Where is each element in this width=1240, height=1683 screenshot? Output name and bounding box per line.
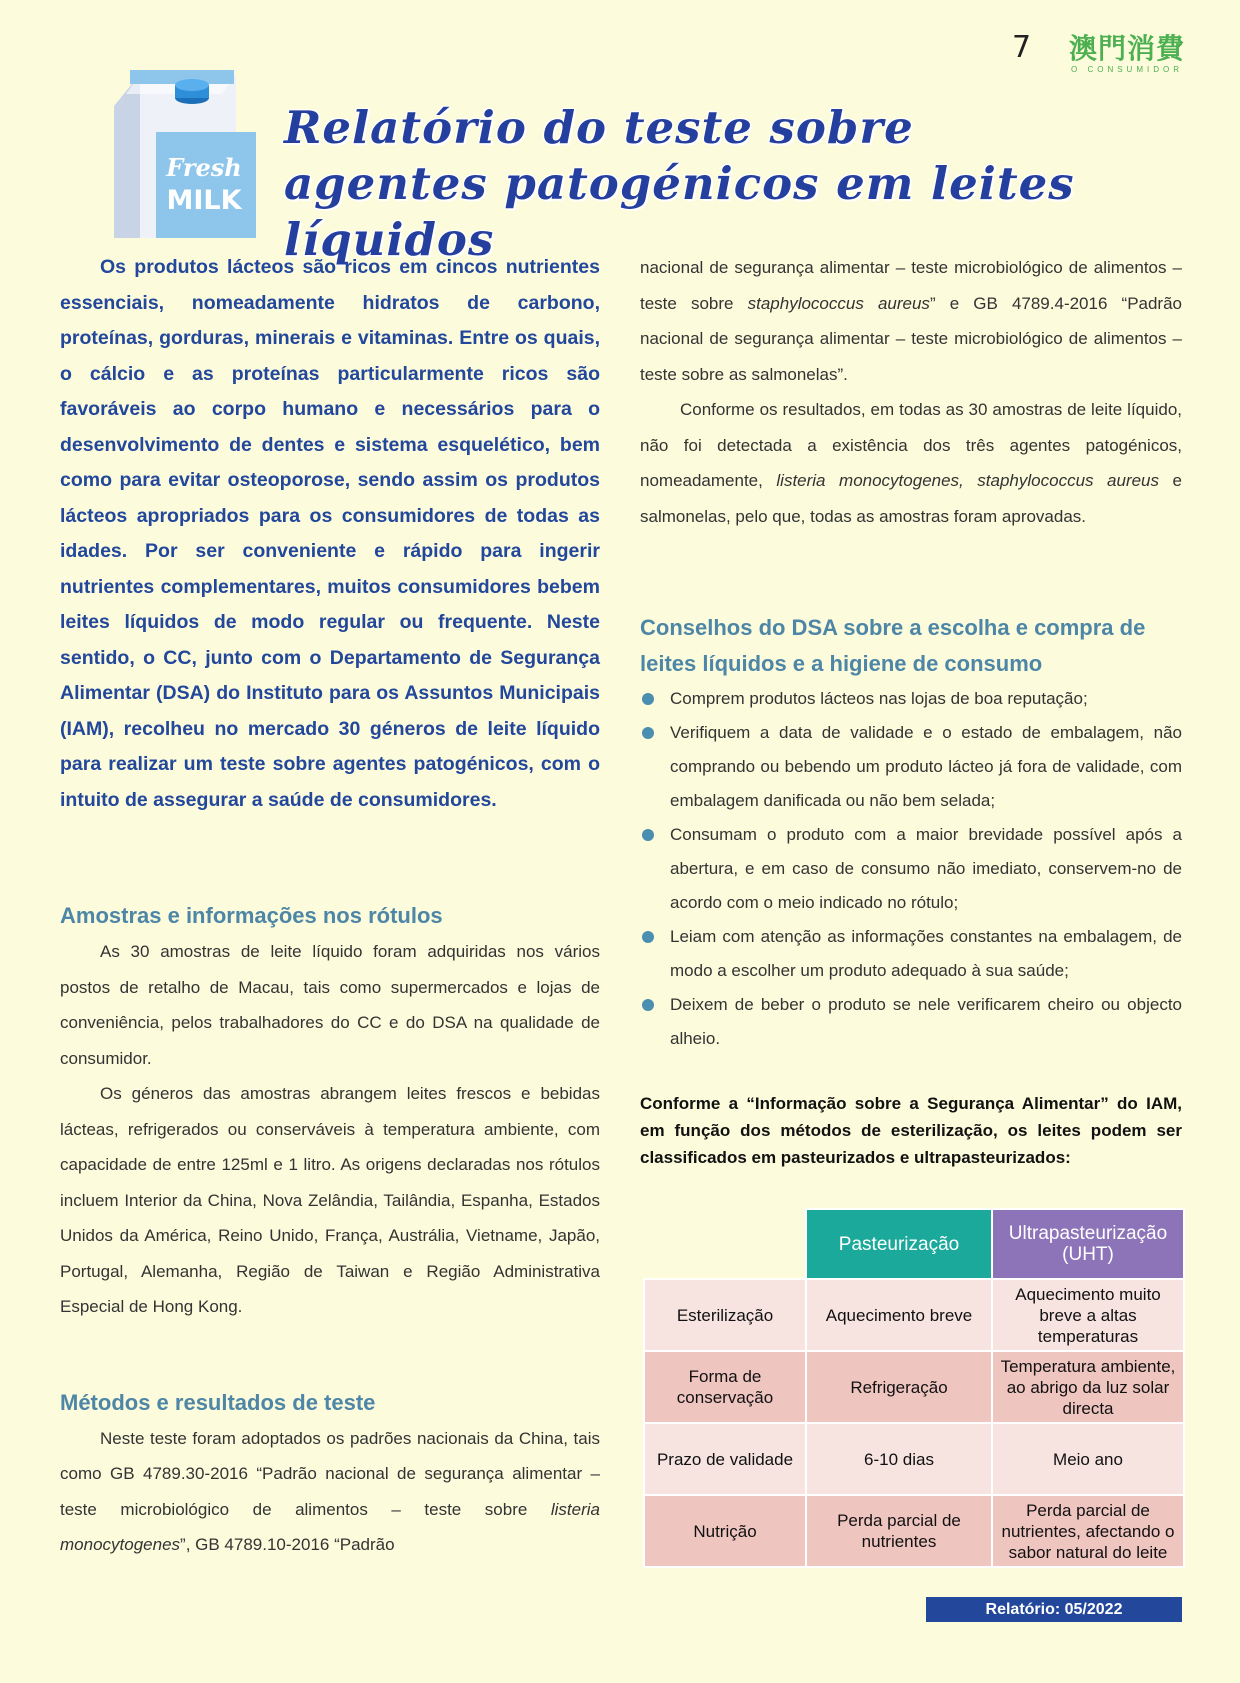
cell-past-sterilization: Aquecimento breve <box>806 1279 992 1351</box>
table-corner <box>644 1209 806 1279</box>
bullet-icon <box>642 931 654 943</box>
advice-item: Verifiquem a data de validade e o estado de embalagem, não comprando ou bebendo um produto lácteo já fora de validade, com embalagem danificada ou não bem selada; <box>640 716 1182 818</box>
left-column <box>60 250 600 1563</box>
header-pasteurization: Pasteurização <box>806 1209 992 1279</box>
bullet-icon <box>642 829 654 841</box>
table-intro: Conforme a “Informação sobre a Segurança Alimentar” do IAM, em função dos métodos de esterilização, os leites podem ser classificados em pasteurizados e ultrapasteurizados: <box>640 1094 1182 1167</box>
page-title: Relatório do teste sobre agentes patogénicos em leites líquidos <box>284 101 1075 266</box>
table-row <box>644 1495 1184 1567</box>
bullet-icon <box>642 999 654 1011</box>
results-paragraph: Conforme os resultados, em todas as 30 amostras de leite líquido, não foi detectada a existência dos três agentes patogénicos, nomeadamente, listeria monocytogenes, staphylococcus aureus e salmonelas, pelo que, todas as amostras foram aprovadas. <box>640 400 1183 526</box>
advice-item: Consumam o produto com a maior brevidade possível após a abertura, e em caso de consumo não imediato, conservem-no de acordo com o meio indicado no rótulo; <box>640 818 1182 920</box>
row-label-conservation: Forma de conservação <box>644 1351 806 1423</box>
table-row <box>644 1351 1184 1423</box>
intro-paragraph: Os produtos lácteos são ricos em cincos nutrientes essenciais, nomeadamente hidratos de carbono, proteínas, gorduras, minerais e vitaminas. Entre os quais, o cálcio e as proteínas particularmente ricos são favoráveis ao corpo humano e necessários para o desenvolvimento de dentes e sistema esquelético, bem como para evitar osteoporose, sendo assim os produtos lácteos apropriados para os consumidores de todas as idades. Por ser conveniente e rápido para ingerir nutrientes complementares, muitos consumidores bebem leites líquidos de modo regular ou frequente. Neste sentido, o CC, junto com o Departamento de Segurança Alimentar (DSA) do Instituto para os Assuntos Municipais (IAM), recolheu no mercado 30 géneros de leite líquido para realizar um teste sobre agentes patogénicos, com o intuito de assegurar a saúde de consumidores. <box>60 256 600 811</box>
samples-heading: Amostras e informações nos rótulos <box>60 903 443 928</box>
cell-past-conservation: Refrigeração <box>806 1351 992 1423</box>
advice-item: Leiam com atenção as informações constantes na embalagem, de modo a escolher um produto adequado à sua saúde; <box>640 920 1182 988</box>
advice-list <box>640 682 1182 1056</box>
staphylococcus-term: staphylococcus aureus <box>747 293 930 313</box>
right-column <box>640 250 1182 1171</box>
cell-past-nutrition: Perda parcial de nutrientes <box>806 1495 992 1567</box>
cell-uht-nutrition: Perda parcial de nutrientes, afectando o sabor natural do leite <box>992 1495 1184 1567</box>
cell-uht-validity: Meio ano <box>992 1423 1184 1495</box>
advice-item: Comprem produtos lácteos nas lojas de boa reputação; <box>640 682 1182 716</box>
header-uht: Ultrapasteurização (UHT) <box>992 1209 1184 1279</box>
bullet-icon <box>642 693 654 705</box>
milk-comparison-table <box>643 1208 1185 1568</box>
methods-paragraph-1-start: Neste teste foram adoptados os padrões nacionais da China, tais como GB 4789.30-2016 “Padrão nacional de segurança alimentar – teste microbiológico de alimentos – teste sobre listeria monocytogenes”, GB 4789.10-2016 “Padrão <box>60 1428 600 1554</box>
page-number: 7 <box>1012 30 1032 65</box>
row-label-nutrition: Nutrição <box>644 1495 806 1567</box>
milk-fresh-text: Fresh <box>166 153 242 182</box>
table-row <box>644 1279 1184 1351</box>
cell-uht-conservation: Temperatura ambiente, ao abrigo da luz solar directa <box>992 1351 1184 1423</box>
row-label-validity: Prazo de validade <box>644 1423 806 1495</box>
advice-item: Deixem de beber o produto se nele verificarem cheiro ou objecto alheio. <box>640 988 1182 1056</box>
samples-paragraph-2: Os géneros das amostras abrangem leites frescos e bebidas lácteas, refrigerados ou conserváveis à temperatura ambiente, com capacidade de entre 125ml e 1 litro. As origens declaradas nos rótulos incluem Interior da China, Nova Zelândia, Tailândia, Espanha, Estados Unidos da América, Reino Unido, França, Austrália, Vietname, Japão, Portugal, Alemanha, Região de Taiwan e Região Administrativa Especial de Hong Kong. <box>60 1084 600 1316</box>
methods-paragraph-1-end: nacional de segurança alimentar – teste microbiológico de alimentos – teste sobre staphylococcus aureus” e GB 4789.4-2016 “Padrão nacional de segurança alimentar – teste microbiológico de alimentos – teste sobre as salmonelas”. <box>640 258 1183 384</box>
cell-uht-sterilization: Aquecimento muito breve a altas temperaturas <box>992 1279 1184 1351</box>
advice-heading: Conselhos do DSA sobre a escolha e compra de leites líquidos e a higiene de consumo <box>640 615 1146 676</box>
listeria-term: listeria monocytogenes <box>60 1499 600 1554</box>
milk-carton-icon <box>112 70 260 238</box>
cell-past-validity: 6-10 dias <box>806 1423 992 1495</box>
table-row <box>644 1423 1184 1495</box>
brand-logo <box>1068 34 1186 74</box>
samples-paragraph-1: As 30 amostras de leite líquido foram adquiridas nos vários postos de retalho de Macau, tais como supermercados e lojas de conveniência, pelos trabalhadores do CC e do DSA na qualidade de consumidor. <box>60 942 600 1068</box>
brand-portuguese: O CONSUMIDOR <box>1071 65 1183 74</box>
milk-milk-text: MILK <box>166 185 242 216</box>
report-tag: Relatório: 05/2022 <box>926 1597 1182 1622</box>
methods-heading: Métodos e resultados de teste <box>60 1389 376 1415</box>
pathogens-terms: listeria monocytogenes, staphylococcus aureus <box>776 471 1160 490</box>
brand-chinese: 澳門消費 <box>1068 32 1185 65</box>
row-label-sterilization: Esterilização <box>644 1279 806 1351</box>
bullet-icon <box>642 727 654 739</box>
